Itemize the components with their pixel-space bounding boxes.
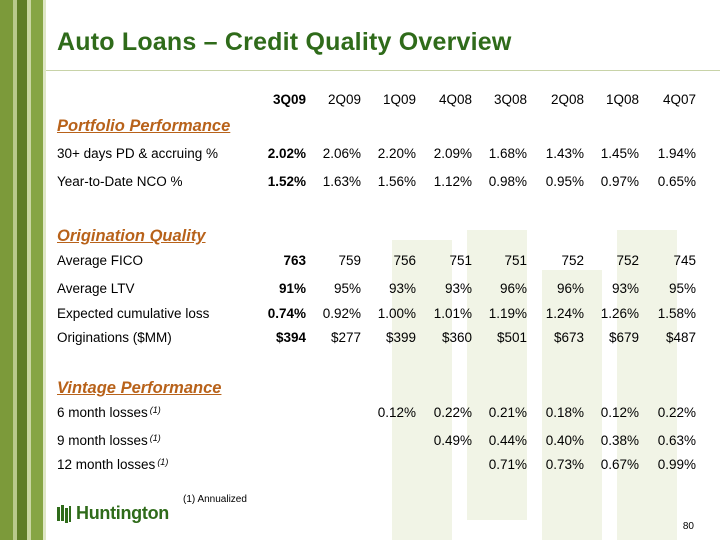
row-label bbox=[57, 457, 168, 472]
table-cell: 752 bbox=[616, 253, 639, 268]
table-cell: 0.74% bbox=[267, 306, 306, 321]
table-cell: 1.45% bbox=[600, 146, 639, 161]
row-label-text: 9 month losses bbox=[57, 433, 148, 448]
table-cell: 0.71% bbox=[488, 457, 527, 472]
table-cell: 1.00% bbox=[377, 306, 416, 321]
row-label-text: Expected cumulative loss bbox=[57, 306, 210, 321]
table-cell: 0.12% bbox=[377, 405, 416, 420]
table-cell: 0.22% bbox=[657, 405, 696, 420]
table-cell: 1.24% bbox=[545, 306, 584, 321]
table-cell: 1.52% bbox=[267, 174, 306, 189]
page-title: Auto Loans – Credit Quality Overview bbox=[57, 28, 512, 56]
row-label bbox=[57, 253, 143, 268]
table-cell: 0.22% bbox=[433, 405, 472, 420]
table-cell: $394 bbox=[275, 330, 306, 345]
table-cell: 745 bbox=[673, 253, 696, 268]
table-cell: 763 bbox=[283, 253, 306, 268]
table-cell: 95% bbox=[333, 281, 361, 296]
table-cell: 1.63% bbox=[322, 174, 361, 189]
column-header: 3Q08 bbox=[493, 92, 527, 107]
logo-text: Huntington bbox=[76, 503, 169, 523]
section-title: Vintage Performance bbox=[57, 379, 222, 397]
table-cell: 91% bbox=[278, 281, 306, 296]
row-label bbox=[57, 281, 135, 296]
column-header: 2Q09 bbox=[327, 92, 361, 107]
row-label-text: 6 month losses bbox=[57, 405, 148, 420]
table-cell: $277 bbox=[330, 330, 361, 345]
row-label-text: Average LTV bbox=[57, 281, 135, 296]
table-cell: 95% bbox=[668, 281, 696, 296]
table-cell: 0.18% bbox=[545, 405, 584, 420]
table-cell: 93% bbox=[388, 281, 416, 296]
row-label-text: 30+ days PD & accruing % bbox=[57, 146, 218, 161]
table-cell: 1.12% bbox=[433, 174, 472, 189]
huntington-watermark bbox=[392, 230, 692, 540]
table-cell: 1.56% bbox=[377, 174, 416, 189]
footnote: (1) Annualized bbox=[183, 494, 247, 505]
table-cell: 0.49% bbox=[433, 433, 472, 448]
column-header: 4Q07 bbox=[662, 92, 696, 107]
table-cell: 0.73% bbox=[545, 457, 584, 472]
row-label bbox=[57, 146, 218, 161]
table-cell: 1.43% bbox=[545, 146, 584, 161]
column-header: 1Q08 bbox=[605, 92, 639, 107]
table-cell: 0.38% bbox=[600, 433, 639, 448]
table-cell: 1.26% bbox=[600, 306, 639, 321]
table-cell: 0.65% bbox=[657, 174, 696, 189]
title-divider bbox=[46, 70, 720, 71]
table-cell: $399 bbox=[385, 330, 416, 345]
table-cell: 1.94% bbox=[657, 146, 696, 161]
table-cell: $679 bbox=[608, 330, 639, 345]
table-cell: $360 bbox=[441, 330, 472, 345]
table-cell: 0.21% bbox=[488, 405, 527, 420]
table-cell: 1.01% bbox=[433, 306, 472, 321]
table-cell: 751 bbox=[449, 253, 472, 268]
table-cell: 96% bbox=[499, 281, 527, 296]
table-cell: 0.95% bbox=[545, 174, 584, 189]
column-header: 3Q09 bbox=[272, 92, 306, 107]
table-cell: 0.92% bbox=[322, 306, 361, 321]
table-cell: $501 bbox=[496, 330, 527, 345]
footnote-ref: (1) bbox=[149, 433, 161, 443]
row-label-text: 12 month losses bbox=[57, 457, 156, 472]
row-label bbox=[57, 433, 161, 448]
footnote-ref: (1) bbox=[157, 457, 169, 467]
table-cell: $673 bbox=[553, 330, 584, 345]
row-label-text: Originations ($MM) bbox=[57, 330, 172, 345]
table-cell: $487 bbox=[665, 330, 696, 345]
huntington-logo bbox=[57, 503, 169, 524]
column-header: 1Q09 bbox=[382, 92, 416, 107]
table-cell: 2.09% bbox=[433, 146, 472, 161]
row-label bbox=[57, 174, 183, 189]
table-cell: 0.67% bbox=[600, 457, 639, 472]
footnote-ref: (1) bbox=[149, 405, 161, 415]
table-cell: 96% bbox=[556, 281, 584, 296]
column-header: 4Q08 bbox=[438, 92, 472, 107]
table-cell: 751 bbox=[504, 253, 527, 268]
table-cell: 1.19% bbox=[488, 306, 527, 321]
column-header: 2Q08 bbox=[550, 92, 584, 107]
table-cell: 0.99% bbox=[657, 457, 696, 472]
table-cell: 0.63% bbox=[657, 433, 696, 448]
table-cell: 0.97% bbox=[600, 174, 639, 189]
row-label-text: Average FICO bbox=[57, 253, 144, 268]
table-cell: 0.98% bbox=[488, 174, 527, 189]
huntington-logo-icon bbox=[57, 504, 71, 524]
table-cell: 93% bbox=[611, 281, 639, 296]
page-number: 80 bbox=[682, 521, 694, 532]
table-cell: 2.06% bbox=[322, 146, 361, 161]
table-cell: 752 bbox=[561, 253, 584, 268]
section-title: Origination Quality bbox=[57, 227, 206, 245]
table-cell: 1.58% bbox=[657, 306, 696, 321]
row-label bbox=[57, 405, 161, 420]
row-label bbox=[57, 306, 209, 321]
table-cell: 756 bbox=[393, 253, 416, 268]
row-label-text: Year-to-Date NCO % bbox=[57, 174, 183, 189]
table-cell: 93% bbox=[444, 281, 472, 296]
table-cell: 0.12% bbox=[600, 405, 639, 420]
table-cell: 0.44% bbox=[488, 433, 527, 448]
table-cell: 2.20% bbox=[377, 146, 416, 161]
table-cell: 2.02% bbox=[267, 146, 306, 161]
section-title: Portfolio Performance bbox=[57, 117, 231, 135]
table-cell: 1.68% bbox=[488, 146, 527, 161]
table-cell: 0.40% bbox=[545, 433, 584, 448]
table-cell: 759 bbox=[338, 253, 361, 268]
decorative-stripes bbox=[0, 0, 50, 540]
row-label bbox=[57, 330, 172, 345]
